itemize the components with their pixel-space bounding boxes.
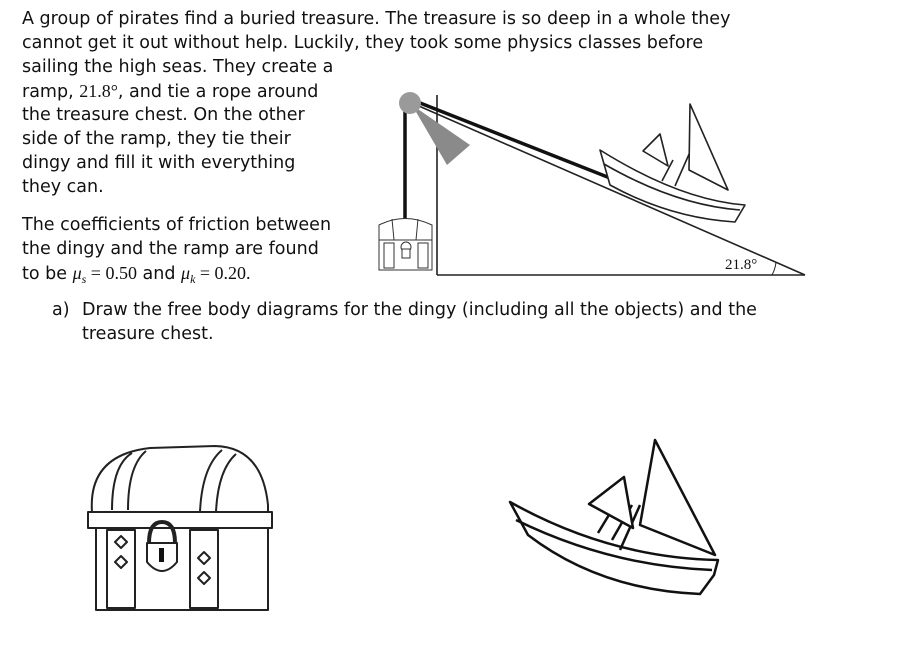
mu-s-symbol: μ	[72, 263, 82, 283]
friction-line-1: The coefficients of friction between	[22, 215, 332, 235]
mu-k-value: = 0.20.	[195, 263, 251, 283]
large-treasure-chest-icon	[88, 446, 272, 610]
question-label: a)	[52, 300, 70, 320]
pulley-icon	[399, 92, 470, 165]
intro-line-2: cannot get it out without help. Luckily, they took some physics classes before	[22, 33, 704, 53]
small-boat-icon	[600, 104, 745, 222]
question-line-1: Draw the free body diagrams for the dingy (including all the objects) and the	[82, 300, 757, 320]
friction-line-2: the dingy and the ramp are found	[22, 239, 319, 259]
friction-line-3: to be $\mu_s = 0.50$ and $\mu_k = 0.20$.	[22, 263, 251, 286]
intro-line-3: sailing the high seas. They create a	[22, 57, 334, 77]
small-treasure-chest-icon	[379, 219, 432, 271]
rope	[405, 99, 610, 236]
figure-angle-label: 21.8°	[725, 257, 758, 273]
ramp-angle-value: 21.8°	[79, 81, 118, 101]
intro-line-7: dingy and fill it with everything	[22, 153, 296, 173]
mu-k-symbol: μ	[181, 263, 191, 283]
intro-line-5: the treasure chest. On the other	[22, 105, 305, 125]
intro-line-1: A group of pirates find a buried treasure. The treasure is so deep in a whole they	[22, 9, 731, 29]
mu-s-value: = 0.50	[86, 263, 137, 283]
intro-line-8: they can.	[22, 177, 104, 197]
intro-line-4: ramp, 21.8°, and tie a rope around	[22, 81, 319, 102]
question-line-2: treasure chest.	[82, 324, 214, 344]
ramp-angle-arc	[772, 262, 776, 275]
intro-line-6: side of the ramp, they tie their	[22, 129, 291, 149]
large-boat-icon	[510, 440, 718, 594]
